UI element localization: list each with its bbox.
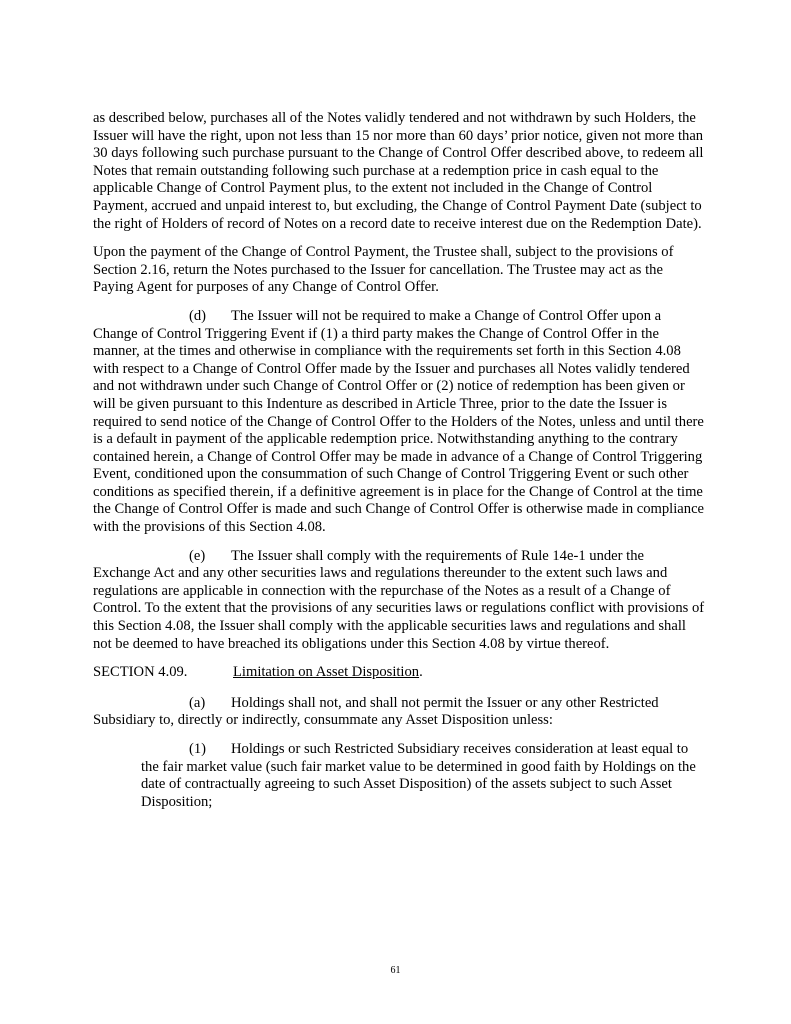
clause-d-text: The Issuer will not be required to make a Change of Control Offer upon a Change of Control Triggering Event if (1) a third party makes the Change of Control Offer in the manner, at the times and otherwise in compliance with the requirements set forth in this Section 4.08 with respect to a Change of Control Offer made by the Issuer and purchases all Notes validly tendered and not withdrawn under such Change of Control Offer or (2) notice of redemption has been given or will be given pursuant to this Indenture as described in Article Three, prior to the date the Issuer is required to send notice of the Change of Control Offer to the Holders of the Notes, unless and until there is a default in payment of the applicable redemption price. Notwithstanding anything to the contrary contained herein, a Change of Control Offer may be made in advance of a Change of Control Triggering Event, conditioned upon the consummation of such Change of Control Triggering Event or such other conditions as specified therein, if a definitive agreement is in place for the Change of Control at the time the Change of Control Offer is made and such Change of Control Offer is otherwise made in compliance with the provisions of this Section 4.08. xyxy=(93,307,705,536)
section-number: SECTION 4.09. xyxy=(93,664,188,681)
clause-e xyxy=(93,548,705,654)
paragraph-redemption-right: as described below, purchases all of the Notes validly tendered and not withdrawn by such Holders, the Issuer will have the right, upon not less than 15 nor more than 60 days’ prior notice, given not more than 30 days following such purchase pursuant to the Change of Control Offer described above, to redeem all Notes that remain outstanding following such purchase at a redemption price in cash equal to the applicable Change of Control Payment plus, to the extent not included in the Change of Control Payment, accrued and unpaid interest to, but excluding, the Change of Control Payment Date (subject to the right of Holders of record of Notes on a record date to receive interest due on the Redemption Date). xyxy=(93,110,704,232)
clause-e-text: The Issuer shall comply with the requirements of Rule 14e-1 under the Exchange Act and any other securities laws and regulations thereunder to the extent such laws and regulations are applicable in connection with the repurchase of the Notes as a result of a Change of Control. To the extent that the provisions of any securities laws or regulations conflict with provisions of this Section 4.08, the Issuer shall comply with the applicable securities laws and regulations and shall not be deemed to have breached its obligations under this Section 4.08 by virtue thereof. xyxy=(93,547,705,652)
paragraph-trustee-cancellation: Upon the payment of the Change of Control Payment, the Trustee shall, subject to the provisions of Section 2.16, return the Notes purchased to the Issuer for cancellation. The Trustee may act as the Paying Agent for purposes of any Change of Control Offer. xyxy=(93,244,674,296)
item-1-text: Holdings or such Restricted Subsidiary receives consideration at least equal to the fair market value (such fair market value to be determined in good faith by Holdings on the date of contractually agreeing to such Asset Disposition) of the assets subject to such Asset Disposition; xyxy=(141,741,696,810)
section-title-suffix: . xyxy=(419,664,423,681)
clause-e-label: (e) xyxy=(189,547,206,564)
item-1 xyxy=(141,741,705,811)
clause-a-label: (a) xyxy=(189,694,206,711)
section-title: Limitation on Asset Disposition xyxy=(233,664,420,681)
page-number: 61 xyxy=(390,965,401,976)
section-title-wrap xyxy=(233,664,423,682)
page-body xyxy=(93,110,705,822)
clause-d-label: (d) xyxy=(189,307,207,324)
clause-a xyxy=(93,695,705,730)
section-heading xyxy=(93,664,705,682)
item-1-label: (1) xyxy=(189,741,207,757)
clause-d xyxy=(93,308,705,537)
clause-a-text: Holdings shall not, and shall not permit the Issuer or any other Restricted Subsidiary to, directly or indirectly, consummate any Asset Disposition unless: xyxy=(93,694,659,729)
